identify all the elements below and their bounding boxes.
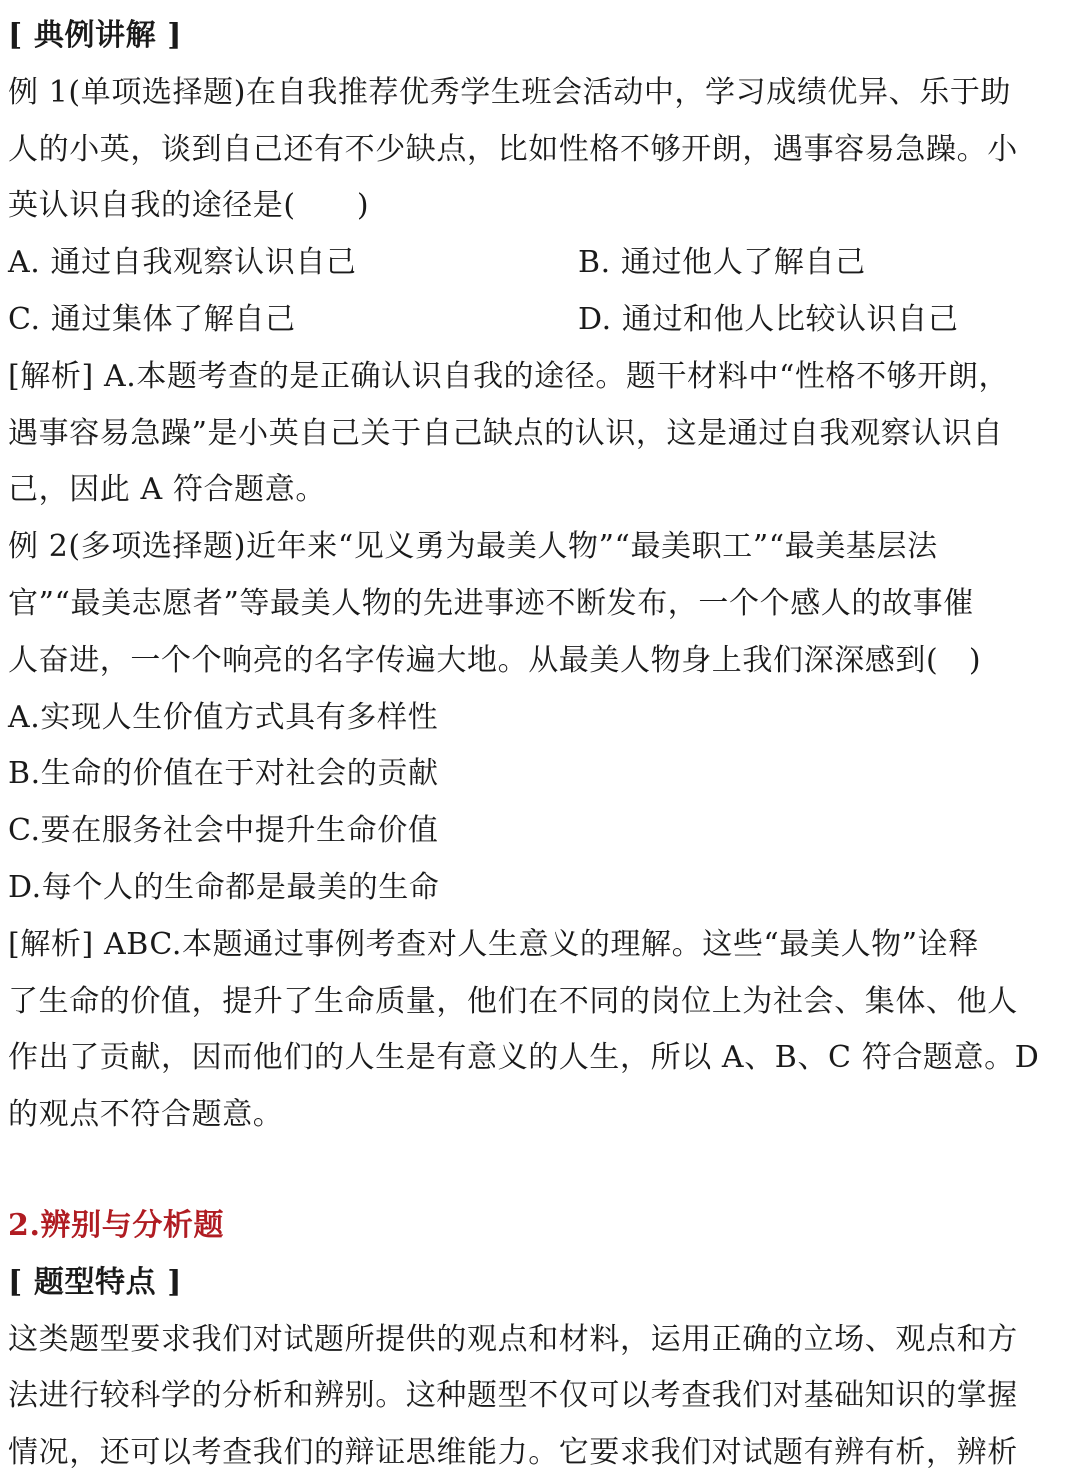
- example-2-option-a: A.实现人生价值方式具有多样性: [8, 699, 439, 735]
- example-1-option-b: B. 通过他人了解自己: [578, 245, 866, 281]
- example-1-option-a: A. 通过自我观察认识自己: [8, 245, 357, 281]
- example-1-option-d: D. 通过和他人比较认识自己: [578, 301, 959, 337]
- example-1-line: 例 1(单项选择题)在自我推荐优秀学生班会活动中，学习成绩优异、乐于助: [8, 74, 1012, 110]
- example-1-options-row: [8, 235, 1074, 292]
- example-2-line: 官”“最美志愿者”等最美人物的先进事迹不断发布，一个个感人的故事催: [8, 585, 974, 621]
- example-2-analysis-line: 了生命的价值，提升了生命质量，他们在不同的岗位上为社会、集体、他人: [8, 983, 1018, 1019]
- section-heading-examples: [ 典例讲解 ]: [8, 18, 183, 53]
- example-2-analysis-line: 的观点不符合题意。: [8, 1097, 284, 1133]
- example-1-analysis-line: 遇事容易急躁”是小英自己关于自己缺点的认识，这是通过自我观察认识自: [8, 415, 1004, 451]
- example-1-analysis-line: [解析] A.本题考查的是正确认识自我的途径。题干材料中“性格不够开朗，: [8, 358, 1010, 394]
- example-1-option-c: C. 通过集体了解自己: [8, 301, 296, 337]
- example-2-line: 例 2(多项选择题)近年来“见义勇为最美人物”“最美职工”“最美基层法: [8, 529, 938, 565]
- section-heading-features: [ 题型特点 ]: [8, 1264, 183, 1300]
- example-2-option-b: B.生命的价值在于对社会的贡献: [8, 756, 439, 792]
- example-1: [8, 65, 1074, 519]
- example-1-line: 人的小英，谈到自己还有不少缺点，比如性格不够开朗，遇事容易急躁。小: [8, 131, 1018, 167]
- example-2-line: 人奋进，一个个响亮的名字传遍大地。从最美人物身上我们深深感到( ): [8, 642, 982, 678]
- example-1-analysis-line: 己，因此 A 符合题意。: [8, 472, 326, 508]
- example-1-line: 英认识自我的途径是( ): [8, 188, 370, 224]
- example-2-analysis-line: 作出了贡献，因而他们的人生是有意义的人生，所以 A、B、C 符合题意。D: [8, 1040, 1040, 1076]
- example-2-analysis-line: [解析] ABC.本题通过事例考查对人生意义的理解。这些“最美人物”诠释: [8, 926, 979, 962]
- section-2-line: 法进行较科学的分析和辨别。这种题型不仅可以考查我们对基础知识的掌握: [8, 1378, 1018, 1414]
- section-spacer: [8, 1144, 1074, 1198]
- example-2-option-d: D.每个人的生命都是最美的生命: [8, 869, 440, 905]
- example-2: [8, 519, 1074, 1144]
- section-2-line: 这类题型要求我们对试题所提供的观点和材料，运用正确的立场、观点和方: [8, 1321, 1018, 1357]
- section-2: [8, 1198, 1074, 1482]
- section-2-line: 情况，还可以考查我们的辩证思维能力。它要求我们对试题有辨有析，辨析: [8, 1435, 1018, 1471]
- section-2-title: 2.辨别与分析题: [8, 1207, 225, 1243]
- example-2-option-c: C.要在服务社会中提升生命价值: [8, 813, 439, 849]
- example-1-options-row: [8, 292, 1074, 349]
